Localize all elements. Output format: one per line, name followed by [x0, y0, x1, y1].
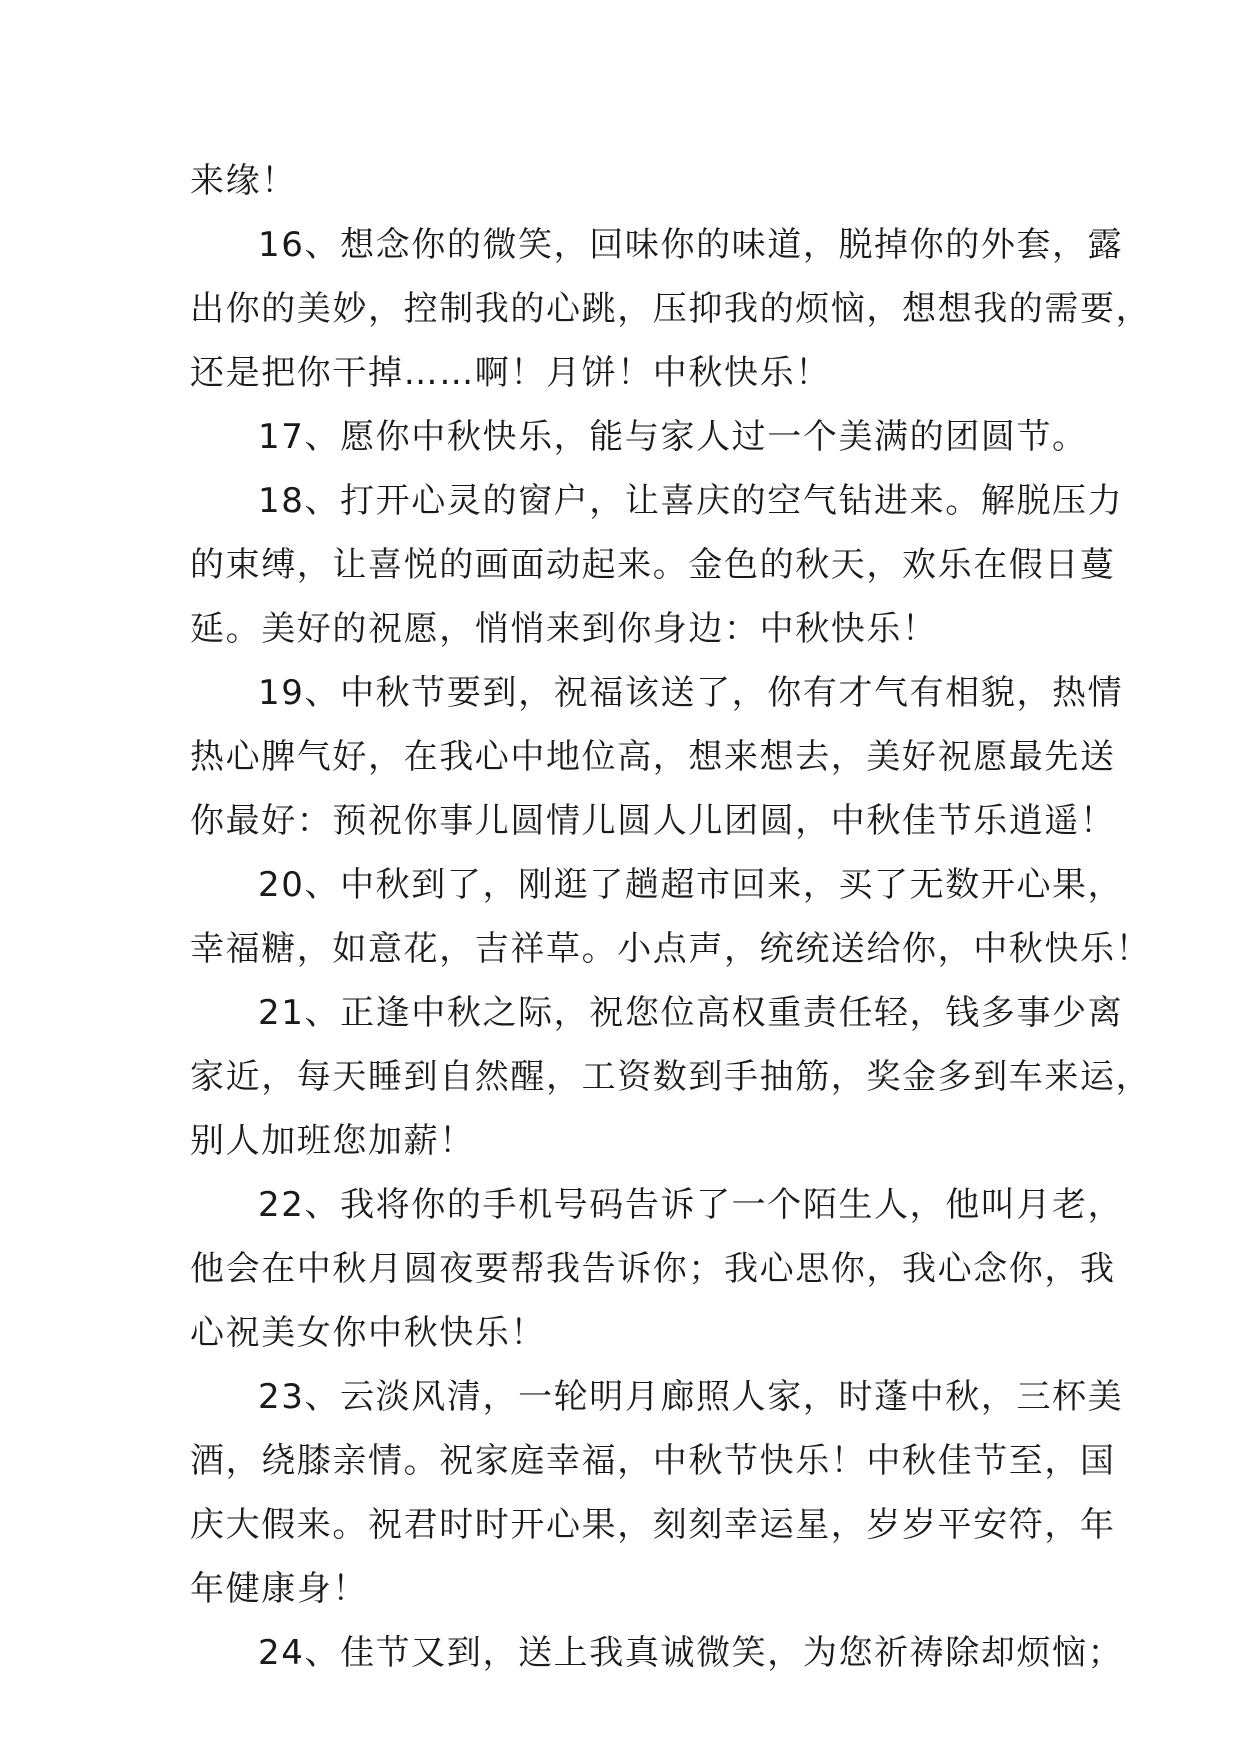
text-line: 幸福糖，如意花，吉祥草。小点声，统统送给你，中秋快乐！: [190, 929, 1152, 969]
text-line: 家近，每天睡到自然醒，工资数到手抽筋，奖金多到车来运，: [190, 1057, 1152, 1097]
text-line: 庆大假来。祝君时时开心果，刻刻幸运星，岁岁平安符，年: [190, 1505, 1116, 1545]
text-line: 出你的美妙，控制我的心跳，压抑我的烦恼，想想我的需要，: [190, 289, 1152, 329]
text-line: 19、中秋节要到，祝福该送了，你有才气有相貌，热情: [258, 673, 1124, 713]
text-line: 24、佳节又到，送上我真诚微笑，为您祈祷除却烦恼；: [258, 1633, 1124, 1673]
text-line: 延。美好的祝愿，悄悄来到你身边：中秋快乐！: [190, 609, 938, 649]
text-line: 别人加班您加薪！: [190, 1121, 475, 1161]
text-line: 22、我将你的手机号码告诉了一个陌生人，他叫月老，: [258, 1185, 1124, 1225]
text-line: 16、想念你的微笑，回味你的味道，脱掉你的外套，露: [258, 225, 1124, 265]
text-line: 18、打开心灵的窗户，让喜庆的空气钻进来。解脱压力: [258, 481, 1124, 521]
text-line: 热心脾气好，在我心中地位高，想来想去，美好祝愿最先送: [190, 737, 1116, 777]
text-line: 还是把你干掉……啊！月饼！中秋快乐！: [190, 353, 831, 393]
text-line: 酒，绕膝亲情。祝家庭幸福，中秋节快乐！中秋佳节至，国: [190, 1441, 1116, 1481]
text-line: 23、云淡风清，一轮明月廊照人家，时蓬中秋，三杯美: [258, 1377, 1124, 1417]
text-line: 他会在中秋月圆夜要帮我告诉你；我心思你，我心念你，我: [190, 1249, 1116, 1289]
text-line: 21、正逢中秋之际，祝您位高权重责任轻，钱多事少离: [258, 993, 1124, 1033]
text-line: 20、中秋到了，刚逛了趟超市回来，买了无数开心果，: [258, 865, 1124, 905]
document-body: [190, 149, 1152, 1685]
text-line: 的束缚，让喜悦的画面动起来。金色的秋天，欢乐在假日蔓: [190, 545, 1116, 585]
text-line: 年健康身！: [190, 1569, 368, 1609]
text-line: 17、愿你中秋快乐，能与家人过一个美满的团圆节。: [258, 417, 1088, 457]
text-line: 你最好：预祝你事儿圆情儿圆人儿团圆，中秋佳节乐逍遥！: [190, 801, 1116, 841]
text-line: 来缘！: [190, 161, 297, 201]
text-line: 心祝美女你中秋快乐！: [190, 1313, 546, 1353]
